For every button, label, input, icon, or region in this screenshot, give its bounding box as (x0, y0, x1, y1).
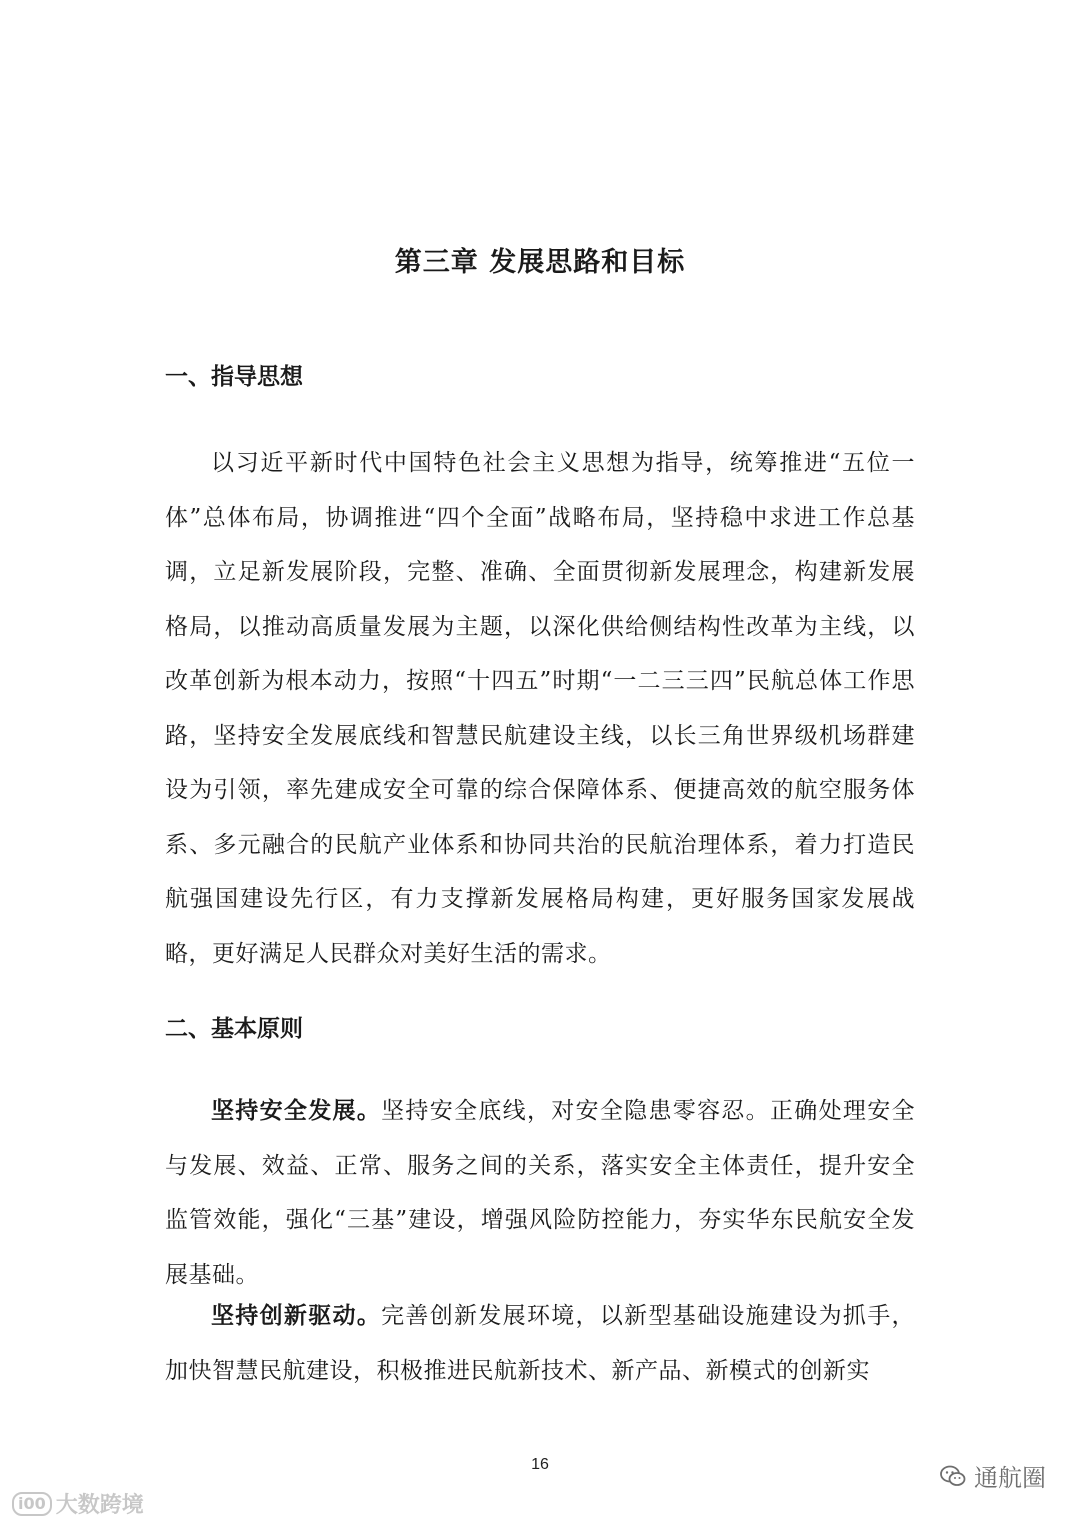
chapter-title: 第三章 发展思路和目标 (394, 247, 686, 278)
section-heading-basic-principles: 二、基本原则 (165, 1016, 303, 1042)
page-number: 16 (531, 1456, 549, 1473)
principle-text-innovation: 完善创新发展环境，以新型基础设施建设为抓手，加快智慧民航建设，积极推进民航新技术、新产品、新模式的创新实 (165, 1303, 916, 1384)
watermark-left-text: 大数跨境 (55, 1493, 144, 1518)
section-heading-guiding-ideology: 一、指导思想 (165, 364, 303, 390)
wechat-icon (940, 1465, 966, 1487)
principle-paragraph-innovation (165, 1289, 915, 1398)
guiding-ideology-paragraph: 以习近平新时代中国特色社会主义思想为指导，统筹推进“五位一体”总体布局，协调推进“四个全面”战略布局，坚持稳中求进工作总基调，立足新发展阶段，完整、准确、全面贯彻新发展理念，构建新发展格局，以推动高质量发展为主题，以深化供给侧结构性改革为主线，以改革创新为根本动力，按照“十四五”时期“一二三三四”民航总体工作思路，坚持安全发展底线和智慧民航建设主线，以长三角世界级机场群建设为引领，率先建成安全可靠的综合保障体系、便捷高效的航空服务体系、多元融合的民航产业体系和协同共治的民航治理体系，着力打造民航强国建设先行区，有力支撑新发展格局构建，更好服务国家发展战略，更好满足人民群众对美好生活的需求。 (165, 450, 915, 967)
watermark-logo-icon: i00 (12, 1492, 52, 1516)
watermark-right-text: 通航圈 (974, 1464, 1046, 1492)
watermark-right (940, 1458, 1046, 1493)
principle-lead-innovation: 坚持创新驱动。 (211, 1303, 382, 1329)
principle-paragraph-safety (165, 1084, 915, 1302)
principle-lead-safety: 坚持安全发展。 (211, 1098, 382, 1124)
principle-text-safety: 坚持安全底线，对安全隐患零容忍。正确处理安全与发展、效益、正常、服务之间的关系，落实安全主体责任，提升安全监管效能，强化“三基”建设，增强风险防控能力，夯实华东民航安全发展基础。 (165, 1098, 916, 1288)
watermark-left (12, 1488, 144, 1519)
